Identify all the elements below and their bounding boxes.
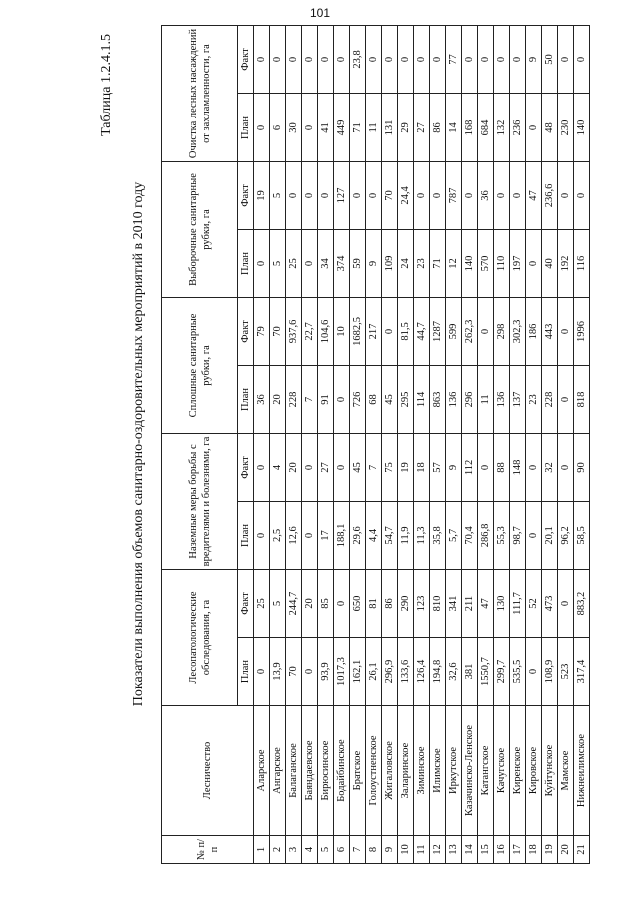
- header-fact: Факт: [238, 297, 254, 365]
- forestry-name-cell: Кировское: [526, 706, 542, 836]
- value-cell: 317,4: [574, 638, 590, 706]
- value-cell: 45: [350, 433, 366, 501]
- table-row: [494, 25, 510, 863]
- value-cell: 162,1: [350, 638, 366, 706]
- value-cell: 148: [510, 433, 526, 501]
- value-cell: 140: [462, 229, 478, 297]
- value-cell: 863: [430, 365, 446, 433]
- value-cell: 1550,7: [478, 638, 494, 706]
- value-cell: 71: [430, 229, 446, 297]
- value-cell: 381: [462, 638, 478, 706]
- value-cell: 0: [286, 161, 302, 229]
- value-cell: 449: [334, 93, 350, 161]
- value-cell: 168: [462, 93, 478, 161]
- table-row: [286, 25, 302, 863]
- value-cell: 86: [430, 93, 446, 161]
- value-cell: 20: [286, 433, 302, 501]
- value-cell: 787: [446, 161, 462, 229]
- value-cell: 29,6: [350, 501, 366, 569]
- value-cell: 298: [494, 297, 510, 365]
- value-cell: 9: [526, 25, 542, 93]
- value-cell: 41: [318, 93, 334, 161]
- value-cell: 71: [350, 93, 366, 161]
- value-cell: 0: [398, 25, 414, 93]
- value-cell: 70,4: [462, 501, 478, 569]
- value-cell: 40: [542, 229, 558, 297]
- row-number-cell: 15: [478, 836, 494, 864]
- value-cell: 684: [478, 93, 494, 161]
- value-cell: 140: [574, 93, 590, 161]
- value-cell: 0: [254, 433, 270, 501]
- forestry-name-cell: Качугское: [494, 706, 510, 836]
- value-cell: 5,7: [446, 501, 462, 569]
- value-cell: 24: [398, 229, 414, 297]
- value-cell: 296,9: [382, 638, 398, 706]
- value-cell: 88: [494, 433, 510, 501]
- value-cell: 24,4: [398, 161, 414, 229]
- forestry-name-cell: Баяндаевское: [302, 706, 318, 836]
- forestry-name-cell: Мамское: [558, 706, 574, 836]
- value-cell: 104,6: [318, 297, 334, 365]
- value-cell: 0: [302, 25, 318, 93]
- value-cell: 290: [398, 569, 414, 637]
- forestry-name-cell: Балаганское: [286, 706, 302, 836]
- value-cell: 6: [270, 93, 286, 161]
- value-cell: 0: [254, 93, 270, 161]
- value-cell: 34: [318, 229, 334, 297]
- value-cell: 599: [446, 297, 462, 365]
- value-cell: 192: [558, 229, 574, 297]
- value-cell: 85: [318, 569, 334, 637]
- value-cell: 4,4: [366, 501, 382, 569]
- header-plan: План: [238, 93, 254, 161]
- value-cell: 18: [414, 433, 430, 501]
- table-row: [334, 25, 350, 863]
- value-cell: 0: [302, 501, 318, 569]
- value-cell: 23,8: [350, 25, 366, 93]
- table-row: [302, 25, 318, 863]
- value-cell: 1287: [430, 297, 446, 365]
- value-cell: 0: [526, 93, 542, 161]
- value-cell: 0: [430, 161, 446, 229]
- value-cell: 0: [318, 161, 334, 229]
- value-cell: 70: [286, 638, 302, 706]
- row-number-cell: 3: [286, 836, 302, 864]
- table-body: [254, 25, 590, 863]
- value-cell: 81,5: [398, 297, 414, 365]
- row-number-cell: 7: [350, 836, 366, 864]
- header-group-4: Выборочные санитарные рубки, га: [162, 161, 238, 297]
- row-number-cell: 9: [382, 836, 398, 864]
- table-row: [430, 25, 446, 863]
- value-cell: 0: [254, 25, 270, 93]
- value-cell: 473: [542, 569, 558, 637]
- value-cell: 0: [254, 638, 270, 706]
- value-cell: 9: [446, 433, 462, 501]
- value-cell: 0: [558, 569, 574, 637]
- row-number-cell: 11: [414, 836, 430, 864]
- value-cell: 70: [270, 297, 286, 365]
- value-cell: 0: [526, 229, 542, 297]
- value-cell: 25: [254, 569, 270, 637]
- forestry-name-cell: Заларинское: [398, 706, 414, 836]
- value-cell: 236: [510, 93, 526, 161]
- value-cell: 17: [318, 501, 334, 569]
- value-cell: 136: [446, 365, 462, 433]
- header-plan: План: [238, 638, 254, 706]
- value-cell: 48: [542, 93, 558, 161]
- value-cell: 0: [350, 161, 366, 229]
- value-cell: 0: [414, 25, 430, 93]
- value-cell: 93,9: [318, 638, 334, 706]
- row-number-cell: 12: [430, 836, 446, 864]
- value-cell: 30: [286, 93, 302, 161]
- header-num: № п/п: [162, 836, 254, 864]
- value-cell: 47: [478, 569, 494, 637]
- value-cell: 937,6: [286, 297, 302, 365]
- value-cell: 54,7: [382, 501, 398, 569]
- forestry-name-cell: Куйтунское: [542, 706, 558, 836]
- value-cell: 0: [526, 433, 542, 501]
- value-cell: 14: [446, 93, 462, 161]
- forestry-name-cell: Ангарское: [270, 706, 286, 836]
- value-cell: 0: [558, 433, 574, 501]
- table-row: [254, 25, 270, 863]
- row-number-cell: 21: [574, 836, 590, 864]
- value-cell: 70: [382, 161, 398, 229]
- value-cell: 12,6: [286, 501, 302, 569]
- value-cell: 286,8: [478, 501, 494, 569]
- value-cell: 112: [462, 433, 478, 501]
- value-cell: 0: [334, 25, 350, 93]
- table-row: [558, 25, 574, 863]
- value-cell: 535,5: [510, 638, 526, 706]
- value-cell: 136: [494, 365, 510, 433]
- value-cell: 7: [366, 433, 382, 501]
- value-cell: 296: [462, 365, 478, 433]
- value-cell: 75: [382, 433, 398, 501]
- value-cell: 96,2: [558, 501, 574, 569]
- value-cell: 108,9: [542, 638, 558, 706]
- value-cell: 36: [254, 365, 270, 433]
- value-cell: 217: [366, 297, 382, 365]
- value-cell: 197: [510, 229, 526, 297]
- row-number-cell: 6: [334, 836, 350, 864]
- value-cell: 341: [446, 569, 462, 637]
- header-forestry: Лесничество: [162, 706, 254, 836]
- value-cell: 0: [558, 297, 574, 365]
- value-cell: 109: [382, 229, 398, 297]
- table-row: [350, 25, 366, 863]
- value-cell: 0: [254, 229, 270, 297]
- value-cell: 0: [286, 25, 302, 93]
- value-cell: 0: [462, 161, 478, 229]
- value-cell: 0: [334, 569, 350, 637]
- forestry-name-cell: Катангское: [478, 706, 494, 836]
- row-number-cell: 5: [318, 836, 334, 864]
- value-cell: 27: [414, 93, 430, 161]
- value-cell: 0: [574, 25, 590, 93]
- value-cell: 32: [542, 433, 558, 501]
- value-cell: 0: [478, 25, 494, 93]
- page-number: 101: [309, 6, 331, 20]
- value-cell: 133,6: [398, 638, 414, 706]
- row-number-cell: 17: [510, 836, 526, 864]
- forestry-name-cell: Иркутское: [446, 706, 462, 836]
- value-cell: 57: [430, 433, 446, 501]
- row-number-cell: 10: [398, 836, 414, 864]
- table-title: Показатели выполнения объемов санитарно-оздоровительных мероприятий в 2010 году: [131, 181, 146, 707]
- rotated-page: [95, 18, 587, 870]
- value-cell: 68: [366, 365, 382, 433]
- value-cell: 0: [430, 25, 446, 93]
- table-row: [398, 25, 414, 863]
- value-cell: 0: [494, 25, 510, 93]
- header-fact: Факт: [238, 161, 254, 229]
- value-cell: 302,3: [510, 297, 526, 365]
- value-cell: 90: [574, 433, 590, 501]
- value-cell: 35,8: [430, 501, 446, 569]
- forestry-name-cell: Братское: [350, 706, 366, 836]
- value-cell: 0: [382, 25, 398, 93]
- value-cell: 32,6: [446, 638, 462, 706]
- value-cell: 0: [526, 501, 542, 569]
- value-cell: 36: [478, 161, 494, 229]
- value-cell: 44,7: [414, 297, 430, 365]
- value-cell: 228: [542, 365, 558, 433]
- value-cell: 374: [334, 229, 350, 297]
- value-cell: 11,3: [414, 501, 430, 569]
- value-cell: 123: [414, 569, 430, 637]
- forestry-name-cell: Киренское: [510, 706, 526, 836]
- value-cell: 0: [302, 638, 318, 706]
- row-number-cell: 1: [254, 836, 270, 864]
- forestry-name-cell: Бодайбинское: [334, 706, 350, 836]
- value-cell: 4: [270, 433, 286, 501]
- value-cell: 0: [558, 161, 574, 229]
- value-cell: 0: [382, 297, 398, 365]
- value-cell: 20: [270, 365, 286, 433]
- header-plan: План: [238, 365, 254, 433]
- value-cell: 0: [302, 433, 318, 501]
- value-cell: 0: [574, 161, 590, 229]
- value-cell: 116: [574, 229, 590, 297]
- value-cell: 20: [302, 569, 318, 637]
- value-cell: 883,2: [574, 569, 590, 637]
- table-row: [318, 25, 334, 863]
- row-number-cell: 8: [366, 836, 382, 864]
- value-cell: 230: [558, 93, 574, 161]
- value-cell: 650: [350, 569, 366, 637]
- value-cell: 236,6: [542, 161, 558, 229]
- value-cell: 0: [478, 297, 494, 365]
- value-cell: 81: [366, 569, 382, 637]
- value-cell: 29: [398, 93, 414, 161]
- value-cell: 0: [526, 638, 542, 706]
- value-cell: 299,7: [494, 638, 510, 706]
- forestry-name-cell: Бирюсинское: [318, 706, 334, 836]
- value-cell: 810: [430, 569, 446, 637]
- row-number-cell: 14: [462, 836, 478, 864]
- value-cell: 443: [542, 297, 558, 365]
- header-group-3: Сплошные санитарные рубки, га: [162, 297, 238, 433]
- forestry-name-cell: Нижнеилимское: [574, 706, 590, 836]
- forestry-name-cell: Зиминское: [414, 706, 430, 836]
- value-cell: 55,3: [494, 501, 510, 569]
- row-number-cell: 20: [558, 836, 574, 864]
- value-cell: 12: [446, 229, 462, 297]
- value-cell: 570: [478, 229, 494, 297]
- data-table: [161, 25, 590, 864]
- value-cell: 23: [414, 229, 430, 297]
- value-cell: 91: [318, 365, 334, 433]
- value-cell: 0: [558, 25, 574, 93]
- value-cell: 23: [526, 365, 542, 433]
- value-cell: 0: [510, 25, 526, 93]
- value-cell: 0: [334, 433, 350, 501]
- value-cell: 114: [414, 365, 430, 433]
- value-cell: 22,7: [302, 297, 318, 365]
- value-cell: 7: [302, 365, 318, 433]
- value-cell: 0: [366, 25, 382, 93]
- table-row: [574, 25, 590, 863]
- forestry-name-cell: Жигаловское: [382, 706, 398, 836]
- forestry-name-cell: Аларское: [254, 706, 270, 836]
- value-cell: 1996: [574, 297, 590, 365]
- value-cell: 295: [398, 365, 414, 433]
- value-cell: 59: [350, 229, 366, 297]
- row-number-cell: 2: [270, 836, 286, 864]
- value-cell: 244,7: [286, 569, 302, 637]
- value-cell: 0: [478, 433, 494, 501]
- table-row: [414, 25, 430, 863]
- header-group-5: Очистка лесных насаждений от захламленности, га: [162, 25, 238, 161]
- value-cell: 98,7: [510, 501, 526, 569]
- table-row: [446, 25, 462, 863]
- value-cell: 0: [366, 161, 382, 229]
- value-cell: 11: [478, 365, 494, 433]
- value-cell: 20,1: [542, 501, 558, 569]
- value-cell: 194,8: [430, 638, 446, 706]
- value-cell: 52: [526, 569, 542, 637]
- value-cell: 9: [366, 229, 382, 297]
- table-row: [526, 25, 542, 863]
- value-cell: 45: [382, 365, 398, 433]
- value-cell: 0: [510, 161, 526, 229]
- value-cell: 0: [334, 365, 350, 433]
- value-cell: 5: [270, 569, 286, 637]
- value-cell: 0: [270, 25, 286, 93]
- value-cell: 0: [414, 161, 430, 229]
- value-cell: 1682,5: [350, 297, 366, 365]
- value-cell: 86: [382, 569, 398, 637]
- value-cell: 1017,3: [334, 638, 350, 706]
- value-cell: 127: [334, 161, 350, 229]
- value-cell: 0: [302, 161, 318, 229]
- value-cell: 110: [494, 229, 510, 297]
- table-row: [366, 25, 382, 863]
- forestry-name-cell: Казачинско-Ленское: [462, 706, 478, 836]
- value-cell: 50: [542, 25, 558, 93]
- value-cell: 818: [574, 365, 590, 433]
- value-cell: 11: [366, 93, 382, 161]
- table-row: [382, 25, 398, 863]
- value-cell: 79: [254, 297, 270, 365]
- value-cell: 58,5: [574, 501, 590, 569]
- value-cell: 19: [398, 433, 414, 501]
- header-group-1: Лесопатологические обследования, га: [162, 569, 238, 705]
- row-number-cell: 18: [526, 836, 542, 864]
- row-number-cell: 16: [494, 836, 510, 864]
- header-group-2: Наземные меры борьбы с вредителями и болезнями, га: [162, 433, 238, 569]
- value-cell: 188,1: [334, 501, 350, 569]
- forestry-name-cell: Голоустненское: [366, 706, 382, 836]
- value-cell: 126,4: [414, 638, 430, 706]
- value-cell: 130: [494, 569, 510, 637]
- row-number-cell: 4: [302, 836, 318, 864]
- value-cell: 726: [350, 365, 366, 433]
- header-fact: Факт: [238, 25, 254, 93]
- value-cell: 77: [446, 25, 462, 93]
- value-cell: 137: [510, 365, 526, 433]
- value-cell: 131: [382, 93, 398, 161]
- value-cell: 262,3: [462, 297, 478, 365]
- value-cell: 13,9: [270, 638, 286, 706]
- value-cell: 19: [254, 161, 270, 229]
- value-cell: 10: [334, 297, 350, 365]
- value-cell: 0: [254, 501, 270, 569]
- table-label: Таблица 1.2.4.1.5: [99, 34, 114, 136]
- header-fact: Факт: [238, 569, 254, 637]
- value-cell: 2,5: [270, 501, 286, 569]
- row-number-cell: 19: [542, 836, 558, 864]
- value-cell: 228: [286, 365, 302, 433]
- value-cell: 132: [494, 93, 510, 161]
- value-cell: 47: [526, 161, 542, 229]
- value-cell: 0: [302, 93, 318, 161]
- value-cell: 0: [302, 229, 318, 297]
- value-cell: 111,7: [510, 569, 526, 637]
- table-row: [270, 25, 286, 863]
- forestry-name-cell: Илимское: [430, 706, 446, 836]
- value-cell: 5: [270, 229, 286, 297]
- value-cell: 27: [318, 433, 334, 501]
- value-cell: 211: [462, 569, 478, 637]
- value-cell: 0: [558, 365, 574, 433]
- header-plan: План: [238, 229, 254, 297]
- value-cell: 5: [270, 161, 286, 229]
- value-cell: 25: [286, 229, 302, 297]
- value-cell: 0: [462, 25, 478, 93]
- value-cell: 0: [318, 25, 334, 93]
- table-row: [542, 25, 558, 863]
- table-row: [462, 25, 478, 863]
- header-plan: План: [238, 501, 254, 569]
- table-row: [478, 25, 494, 863]
- row-number-cell: 13: [446, 836, 462, 864]
- value-cell: 186: [526, 297, 542, 365]
- value-cell: 11,9: [398, 501, 414, 569]
- table-row: [510, 25, 526, 863]
- value-cell: 0: [494, 161, 510, 229]
- value-cell: 26,1: [366, 638, 382, 706]
- header-fact: Факт: [238, 433, 254, 501]
- value-cell: 523: [558, 638, 574, 706]
